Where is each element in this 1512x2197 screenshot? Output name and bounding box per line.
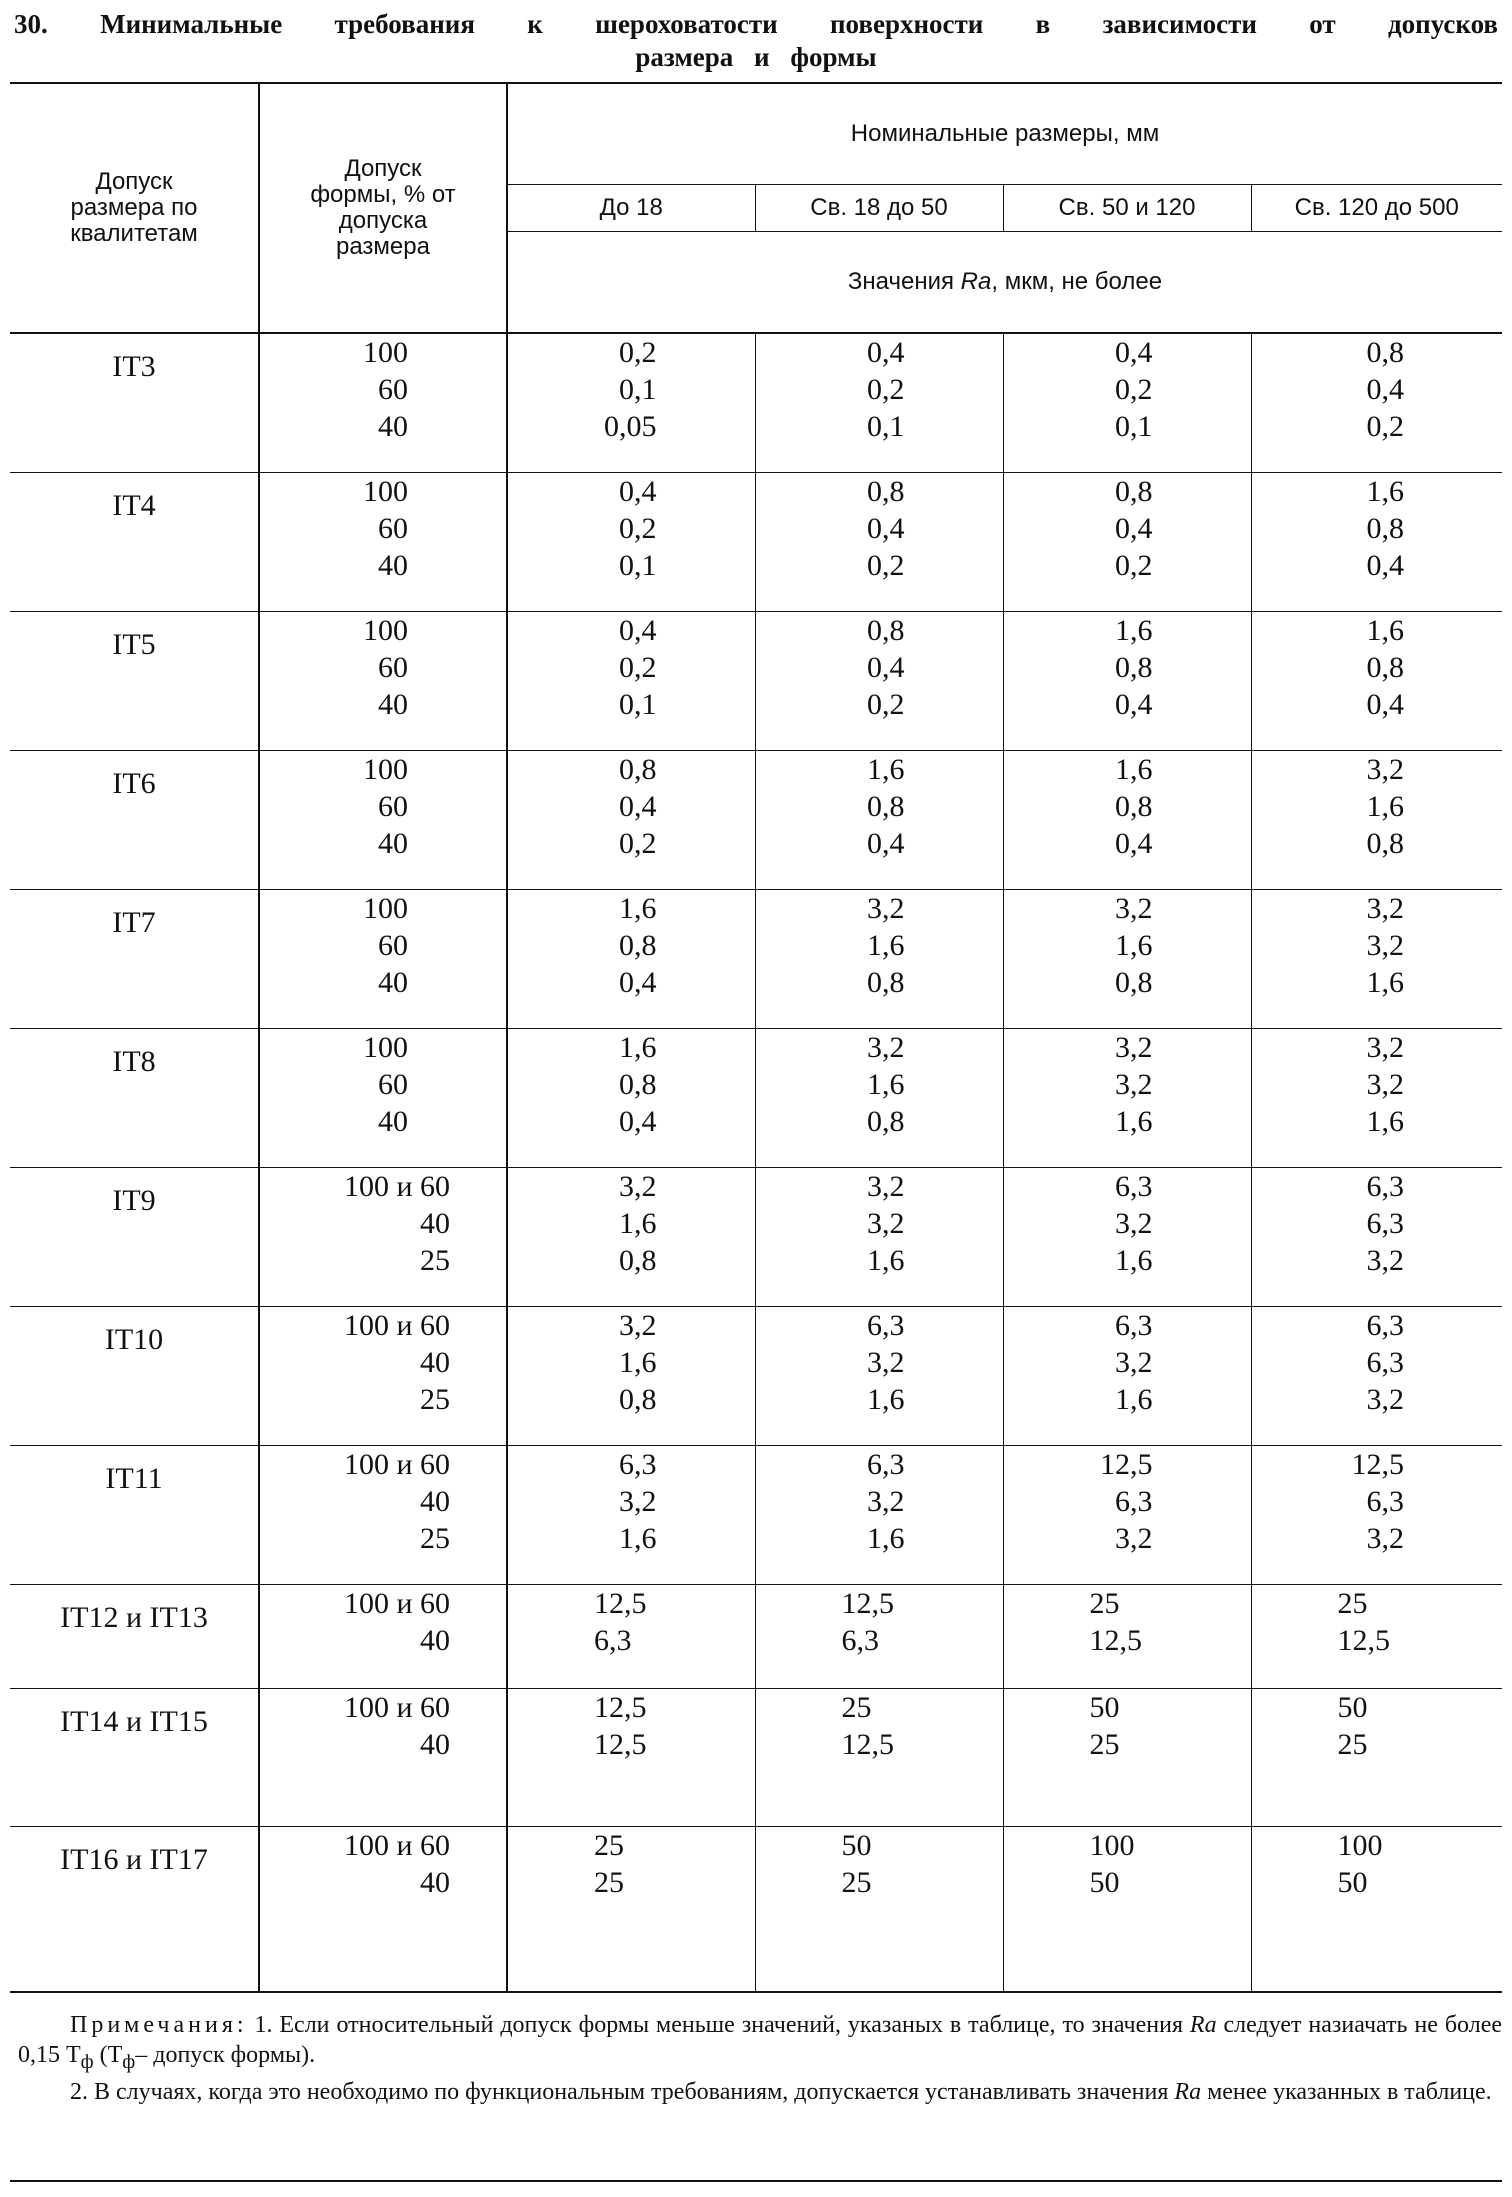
form-tolerance-value: 40 [420,1206,450,1240]
ra-value: 1,6 [867,1521,905,1555]
form-tolerance-value: 40 [420,1623,450,1657]
ra-cell-size-3 [1003,611,1251,750]
ra-value: 1,6 [619,891,657,925]
note-1-text-a: 1. Если относительный допуск формы меньше значений, указаных в таблице, то значения [254,2012,1183,2038]
ra-value: 0,8 [619,1243,657,1277]
form-tolerance-value: 40 [378,548,408,582]
form-tolerance-value: 40 [420,1727,450,1761]
ra-cell-size-1 [507,1826,755,1992]
table-row [10,1028,1502,1167]
ra-value: 1,6 [867,1382,905,1416]
ra-value: 1,6 [619,1030,657,1064]
ra-cell-size-1 [507,1306,755,1445]
form-tolerance-cell [259,611,507,750]
table-row [10,472,1502,611]
table-row [10,889,1502,1028]
ra-value: 0,2 [619,650,657,684]
ra-value: 6,3 [594,1623,632,1657]
ra-value: 6,3 [1366,1308,1404,1342]
ra-value: 25 [1337,1727,1368,1761]
ra-value: 1,6 [1366,965,1404,999]
ra-value: 3,2 [1115,1521,1153,1555]
ra-value: 1,6 [867,928,905,962]
form-tolerance-value: 40 [420,1345,450,1379]
grade-cell: IT11 [10,1445,259,1584]
ra-value: 3,2 [1115,1067,1153,1101]
form-tolerance-value: 100 [363,336,408,369]
table-row [10,1584,1502,1688]
ra-value: 3,2 [867,1169,905,1203]
ra-cell-size-3 [1003,1167,1251,1306]
ra-value: 0,8 [867,1104,905,1138]
ra-value: 0,2 [867,373,905,406]
ra-value: 0,4 [619,1104,657,1138]
grade-cell: IT14 и IT15 [10,1688,259,1826]
ra-value: 12,5 [594,1690,647,1724]
form-tolerance-cell [259,1445,507,1584]
form-tolerance-value: 60 [378,928,408,962]
form-tolerance-value: 40 [420,1484,450,1518]
ra-value: 0,4 [1115,687,1153,721]
ra-cell-size-2 [755,1028,1003,1167]
ra-value: 3,2 [1366,1382,1404,1416]
ra-value: 0,4 [867,336,905,369]
note-1-sub-1: ф [80,2050,94,2073]
ra-value: 0,4 [619,965,657,999]
ra-value: 3,2 [867,1030,905,1064]
table-body [10,333,1502,1992]
ra-value: 0,4 [619,474,657,508]
form-tolerance-value: 100 и 60 [343,1447,450,1481]
ra-value: 0,2 [1366,410,1404,443]
ra-value: 1,6 [619,1521,657,1555]
ra-cell-size-1 [507,472,755,611]
ra-cell-size-2 [755,889,1003,1028]
ra-value: 1,6 [1115,1382,1153,1416]
ra-cell-size-4 [1251,333,1502,472]
grade-cell: IT3 [10,333,259,472]
ra-value: 0,8 [867,965,905,999]
form-tolerance-cell [259,889,507,1028]
ra-cell-size-2 [755,611,1003,750]
ra-cell-size-2 [755,1306,1003,1445]
ra-value: 0,4 [867,826,905,860]
ra-value: 6,3 [1366,1345,1404,1379]
ra-value: 3,2 [619,1308,657,1342]
notes [18,2010,1502,2107]
form-tolerance-value: 100 и 60 [343,1690,450,1724]
ra-value: 0,4 [1366,687,1404,721]
ra-cell-size-1 [507,333,755,472]
grade-cell: IT4 [10,472,259,611]
ra-cell-size-3 [1003,333,1251,472]
ra-value: 0,8 [867,789,905,823]
form-tolerance-cell [259,333,507,472]
ra-value: 0,8 [1115,474,1153,508]
ra-cell-size-1 [507,1167,755,1306]
ra-value: 25 [841,1865,872,1899]
ra-value: 100 [1089,1828,1135,1862]
ra-value: 50 [1089,1865,1120,1899]
ra-value: 0,4 [1366,373,1404,406]
ra-value: 0,4 [619,613,657,647]
ra-value: 25 [1337,1586,1368,1620]
ra-value: 0,2 [1115,548,1153,582]
form-tolerance-value: 40 [420,1865,450,1899]
ra-value: 3,2 [1115,1206,1153,1240]
ra-cell-size-4 [1251,1306,1502,1445]
ra-cell-size-4 [1251,1688,1502,1826]
ra-value: 6,3 [1115,1484,1153,1518]
ra-value: 0,2 [867,687,905,721]
grade-cell: IT5 [10,611,259,750]
form-tolerance-value: 40 [378,410,408,443]
ra-value: 3,2 [867,891,905,925]
ra-value: 0,4 [1366,548,1404,582]
header-size-3: Св. 50 и 120 [1003,185,1251,232]
ra-value: 3,2 [1366,752,1404,786]
note-1-ra: Ra [1189,2012,1217,2038]
ra-cell-size-4 [1251,750,1502,889]
ra-value: 3,2 [619,1169,657,1203]
form-tolerance-value: 40 [378,687,408,721]
ra-value: 6,3 [1366,1484,1404,1518]
ra-cell-size-3 [1003,1028,1251,1167]
ra-cell-size-1 [507,1028,755,1167]
note-2 [18,2077,1502,2107]
ra-value: 0,8 [867,613,905,647]
header-ra-prefix: Значения [847,268,954,295]
ra-value: 25 [594,1828,624,1862]
form-tolerance-value: 100 и 60 [343,1169,450,1203]
note-1 [18,2010,1502,2077]
form-tolerance-value: 60 [378,1067,408,1101]
ra-cell-size-4 [1251,611,1502,750]
note-1-sub-2: ф [122,2050,136,2073]
grade-cell: IT16 и IT17 [10,1826,259,1992]
ra-cell-size-1 [507,1688,755,1826]
ra-cell-size-3 [1003,1306,1251,1445]
ra-value: 3,2 [1366,1030,1404,1064]
ra-value: 1,6 [1366,474,1404,508]
ra-cell-size-3 [1003,1584,1251,1688]
table-title-line1: 30. Минимальные требования к шероховатости поверхности в зависимости от допусков [14,9,1498,39]
ra-cell-size-3 [1003,889,1251,1028]
ra-value: 0,8 [619,928,657,962]
table-row [10,611,1502,750]
form-tolerance-cell [259,1826,507,1992]
form-tolerance-value: 25 [420,1521,450,1555]
ra-value: 0,8 [619,1067,657,1101]
form-tolerance-cell [259,1584,507,1688]
form-tolerance-value: 60 [378,789,408,823]
ra-value: 6,3 [1366,1169,1404,1203]
ra-value: 6,3 [619,1447,657,1481]
header-ra-values [507,232,1502,334]
ra-cell-size-4 [1251,1584,1502,1688]
table-title [14,8,1498,74]
ra-value: 1,6 [1115,1104,1153,1138]
ra-value: 0,2 [619,336,657,369]
ra-value: 12,5 [841,1586,894,1620]
header-size-2: Св. 18 до 50 [755,185,1003,232]
table-row [10,1826,1502,1992]
ra-value: 0,2 [867,548,905,582]
ra-value: 3,2 [1366,1243,1404,1277]
table-row [10,1306,1502,1445]
ra-cell-size-3 [1003,1826,1251,1992]
ra-value: 0,4 [619,789,657,823]
form-tolerance-value: 60 [378,373,408,406]
ra-cell-size-2 [755,1584,1003,1688]
form-tolerance-value: 100 и 60 [343,1586,450,1620]
note-2-ra: Ra [1174,2078,1202,2105]
ra-cell-size-1 [507,1584,755,1688]
note-2-text-a: 2. В случаях, когда это необходимо по функциональным требованиям, допускается устанавливать значения [70,2078,1169,2105]
form-tolerance-value: 100 и 60 [343,1828,450,1862]
form-tolerance-value: 40 [378,1104,408,1138]
ra-cell-size-3 [1003,1445,1251,1584]
roughness-table [10,82,1502,1993]
grade-cell: IT8 [10,1028,259,1167]
grade-cell: IT7 [10,889,259,1028]
notes-label: Примечания: [70,2012,248,2038]
ra-value: 0,8 [1366,511,1404,545]
ra-value: 3,2 [1115,891,1153,925]
ra-value: 6,3 [867,1308,905,1342]
ra-cell-size-4 [1251,472,1502,611]
ra-value: 1,6 [1115,928,1153,962]
ra-value: 12,5 [1100,1447,1153,1481]
ra-value: 6,3 [1115,1308,1153,1342]
ra-value: 25 [1089,1727,1120,1761]
ra-cell-size-4 [1251,1028,1502,1167]
form-tolerance-cell [259,750,507,889]
ra-value: 0,4 [867,650,905,684]
note-2-text-b: менее указанных в таблице. [1207,2078,1492,2105]
ra-value: 3,2 [1366,1521,1404,1555]
ra-value: 0,8 [1366,336,1404,369]
ra-cell-size-3 [1003,750,1251,889]
ra-cell-size-1 [507,611,755,750]
ra-value: 6,3 [1366,1206,1404,1240]
header-ra-symbol: Ra [960,268,992,295]
ra-value: 6,3 [1115,1169,1153,1203]
ra-value: 0,4 [1115,336,1153,369]
ra-value: 6,3 [841,1623,879,1657]
form-tolerance-value: 25 [420,1382,450,1416]
ra-value: 1,6 [1115,1243,1153,1277]
form-tolerance-value: 100 [363,613,408,647]
ra-value: 0,1 [1115,410,1153,443]
ra-value: 0,2 [619,511,657,545]
ra-value: 3,2 [619,1484,657,1518]
ra-cell-size-2 [755,1445,1003,1584]
ra-value: 1,6 [1366,1104,1404,1138]
form-tolerance-cell [259,472,507,611]
form-tolerance-value: 40 [378,826,408,860]
ra-value: 0,4 [867,511,905,545]
table-row [10,1445,1502,1584]
ra-value: 50 [1089,1690,1120,1724]
ra-value: 0,2 [619,826,657,860]
ra-value: 0,1 [619,687,657,721]
ra-value: 12,5 [841,1727,894,1761]
ra-value: 0,8 [1115,650,1153,684]
header-size-1: До 18 [507,185,755,232]
ra-value: 1,6 [1115,752,1153,786]
header-size-4: Св. 120 до 500 [1251,185,1502,232]
form-tolerance-cell [259,1167,507,1306]
form-tolerance-value: 100 [363,1030,408,1064]
ra-cell-size-3 [1003,1688,1251,1826]
ra-value: 12,5 [594,1727,647,1761]
ra-cell-size-2 [755,333,1003,472]
form-tolerance-value: 25 [420,1243,450,1277]
ra-value: 100 [1337,1828,1383,1862]
table-row [10,1688,1502,1826]
form-tolerance-value: 100 и 60 [343,1308,450,1342]
ra-value: 12,5 [1337,1623,1390,1657]
ra-cell-size-1 [507,1445,755,1584]
ra-cell-size-2 [755,472,1003,611]
ra-value: 0,05 [604,410,657,443]
form-tolerance-cell [259,1688,507,1826]
ra-value: 6,3 [867,1447,905,1481]
table-row [10,1167,1502,1306]
ra-value: 0,8 [619,1382,657,1416]
ra-value: 0,2 [1115,373,1153,406]
form-tolerance-cell [259,1028,507,1167]
ra-value: 1,6 [619,1206,657,1240]
table-title-line2: размера и формы [635,42,877,72]
ra-value: 12,5 [1351,1447,1404,1481]
ra-value: 0,4 [1115,511,1153,545]
ra-value: 1,6 [619,1345,657,1379]
form-tolerance-value: 40 [378,965,408,999]
ra-value: 12,5 [594,1586,647,1620]
table-row [10,333,1502,472]
ra-value: 1,6 [867,1067,905,1101]
ra-value: 0,8 [619,752,657,786]
ra-value: 0,8 [1366,650,1404,684]
form-tolerance-cell [259,1306,507,1445]
header-grade-tolerance: Допуск размера по квалитетам [10,83,259,333]
ra-value: 0,8 [1366,826,1404,860]
header-form-tolerance: Допуск формы, % от допуска размера [259,83,507,333]
form-tolerance-value: 60 [378,511,408,545]
ra-cell-size-2 [755,1688,1003,1826]
ra-cell-size-4 [1251,1826,1502,1992]
header-ra-suffix: , мкм, не более [991,268,1163,295]
note-1-text-d: – допуск формы). [135,2042,316,2068]
ra-value: 0,4 [1115,826,1153,860]
note-1-text-c: (Т [99,2042,123,2068]
ra-value: 3,2 [1366,928,1404,962]
ra-value: 0,8 [867,474,905,508]
ra-value: 1,6 [1366,613,1404,647]
ra-cell-size-4 [1251,1445,1502,1584]
ra-cell-size-4 [1251,889,1502,1028]
ra-value: 12,5 [1089,1623,1142,1657]
table-row [10,750,1502,889]
ra-cell-size-2 [755,1167,1003,1306]
grade-cell: IT9 [10,1167,259,1306]
ra-value: 3,2 [867,1345,905,1379]
grade-cell: IT10 [10,1306,259,1445]
form-tolerance-value: 60 [378,650,408,684]
ra-value: 3,2 [867,1484,905,1518]
ra-value: 0,1 [619,548,657,582]
ra-value: 25 [841,1690,872,1724]
ra-value: 50 [1337,1690,1368,1724]
ra-value: 50 [841,1828,872,1862]
ra-cell-size-1 [507,889,755,1028]
ra-value: 1,6 [867,752,905,786]
grade-cell: IT12 и IT13 [10,1584,259,1688]
ra-cell-size-1 [507,750,755,889]
grade-cell: IT6 [10,750,259,889]
ra-value: 0,8 [1115,965,1153,999]
ra-value: 0,1 [619,373,657,406]
ra-value: 1,6 [1115,613,1153,647]
note-1-text-b: следует назиачать не более 0,15 Т [18,2012,1502,2068]
ra-cell-size-2 [755,1826,1003,1992]
bottom-rule [10,2180,1502,2182]
ra-cell-size-4 [1251,1167,1502,1306]
table-header [10,83,1502,333]
ra-value: 3,2 [867,1206,905,1240]
ra-value: 0,1 [867,410,905,443]
ra-value: 50 [1337,1865,1368,1899]
ra-value: 25 [1089,1586,1120,1620]
ra-value: 1,6 [867,1243,905,1277]
ra-cell-size-3 [1003,472,1251,611]
ra-value: 3,2 [1366,891,1404,925]
header-nominal-sizes: Номинальные размеры, мм [507,83,1502,185]
ra-value: 25 [594,1865,624,1899]
ra-value: 1,6 [1366,789,1404,823]
form-tolerance-value: 100 [363,891,408,925]
form-tolerance-value: 100 [363,752,408,786]
ra-value: 3,2 [1115,1345,1153,1379]
ra-value: 3,2 [1115,1030,1153,1064]
ra-value: 3,2 [1366,1067,1404,1101]
ra-cell-size-2 [755,750,1003,889]
ra-value: 0,8 [1115,789,1153,823]
form-tolerance-value: 100 [363,474,408,508]
